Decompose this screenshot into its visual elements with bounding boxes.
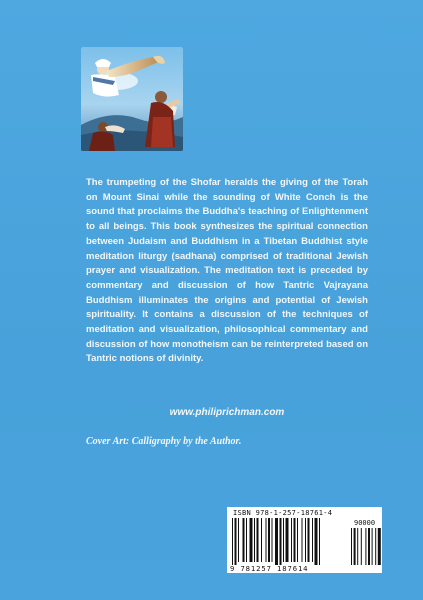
cover-art-credit: Cover Art: Calligraphy by the Author. bbox=[86, 436, 242, 447]
isbn-barcode bbox=[227, 507, 382, 573]
cover-art-illustration bbox=[81, 47, 183, 151]
book-description: The trumpeting of the Shofar heralds the giving of the Torah on Mount Sinai while the sounding of White Conch is the sound that proclaims the Buddha's teaching of Enlightenment to all beings. This book synthesizes the spiritual connection between Judaism and Buddhism in a Tibetan Buddhist style meditation liturgy (sadhana) comprised of traditional Jewish prayer and visualization. The meditation text is preceded by commentary and discussion of how Tantric Vajrayana Buddhism illuminates the origins and potential of Jewish spirituality. It contains a discussion of the techniques of meditation and visualization, philosophical commentary and discussion of how monotheism can be reinterpreted based on Tantric notions of divinity. bbox=[86, 177, 368, 365]
isbn-number: ISBN 978-1-257-18761-4 bbox=[233, 509, 333, 517]
shofar-conch-illustration bbox=[81, 47, 183, 151]
author-website: www.philiprichman.com bbox=[169, 407, 285, 418]
barcode-digits: 9 781257 187614 bbox=[230, 564, 309, 573]
price-code: 90000 bbox=[354, 519, 376, 527]
